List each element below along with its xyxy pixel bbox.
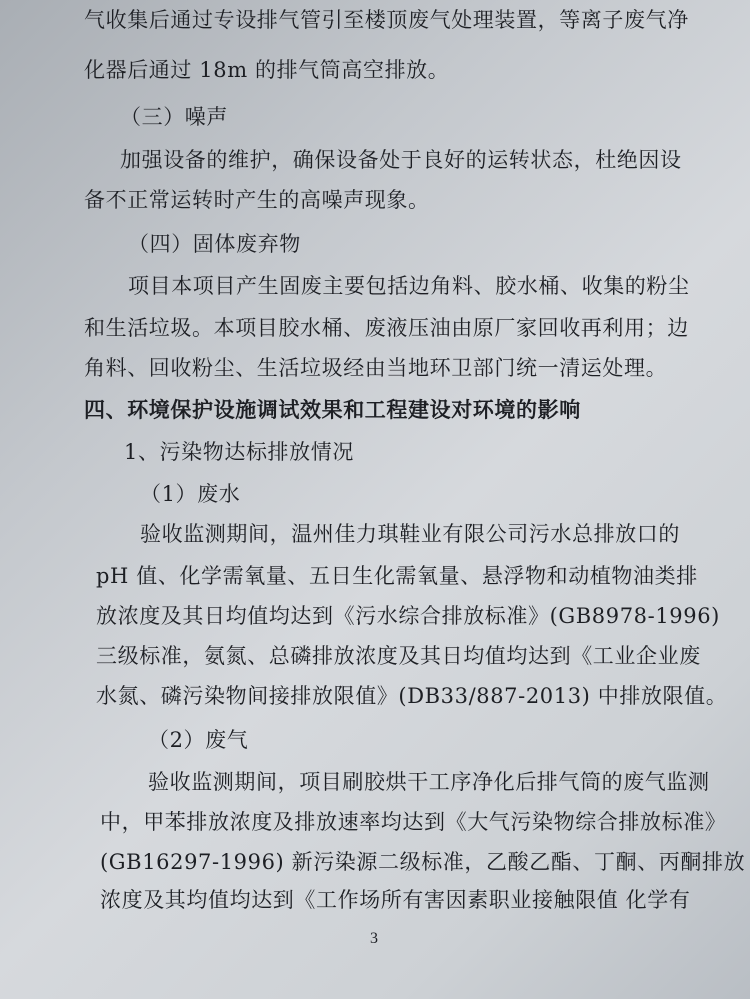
section-heading-solid-waste: （四）固体废弃物 [128, 232, 301, 256]
text-line-22: 浓度及其均值均达到《工作场所有害因素职业接触限值 化学有 [100, 888, 691, 912]
text-line-14: pH 值、化学需氧量、五日生化需氧量、悬浮物和动植物油类排 [96, 564, 698, 588]
section-heading-waste-gas: （2）废气 [148, 728, 249, 752]
section-heading-wastewater: （1）废水 [140, 482, 241, 506]
subsection-heading-discharge: 1、污染物达标排放情况 [124, 440, 354, 464]
text-line-19: 验收监测期间，项目刷胶烘干工序净化后排气筒的废气监测 [148, 770, 710, 794]
text-line-5: 备不正常运转时产生的高噪声现象。 [84, 188, 430, 212]
text-line-7: 项目本项目产生固废主要包括边角料、胶水桶、收集的粉尘 [128, 274, 690, 298]
page-number: 3 [370, 930, 378, 947]
text-line-4: 加强设备的维护，确保设备处于良好的运转状态，杜绝因设 [120, 148, 682, 172]
text-line-8: 和生活垃圾。本项目胶水桶、废液压油由原厂家回收再利用；边 [84, 316, 689, 340]
text-line-20: 中，甲苯排放浓度及排放速率均达到《大气污染物综合排放标准》 [100, 810, 727, 834]
text-line-16: 三级标准，氨氮、总磷排放浓度及其日均值均达到《工业企业废 [96, 644, 701, 668]
text-line-2: 化器后通过 18m 的排气筒高空排放。 [84, 58, 450, 82]
text-line-15: 放浓度及其日均值均达到《污水综合排放标准》(GB8978-1996) [96, 604, 720, 628]
chapter-heading-four: 四、环境保护设施调试效果和工程建设对环境的影响 [84, 398, 581, 422]
text-line-9: 角料、回收粉尘、生活垃圾经由当地环卫部门统一清运处理。 [84, 356, 668, 380]
text-line-21: (GB16297-1996) 新污染源二级标准，乙酸乙酯、丁酮、丙酮排放 [100, 850, 746, 874]
text-line-13: 验收监测期间，温州佳力琪鞋业有限公司污水总排放口的 [140, 522, 680, 546]
text-line-17: 水氮、磷污染物间接排放限值》(DB33/887-2013) 中排放限值。 [96, 684, 728, 708]
text-line-1: 气收集后通过专设排气管引至楼顶废气处理装置，等离子废气净 [84, 8, 689, 32]
section-heading-noise: （三）噪声 [120, 105, 228, 129]
